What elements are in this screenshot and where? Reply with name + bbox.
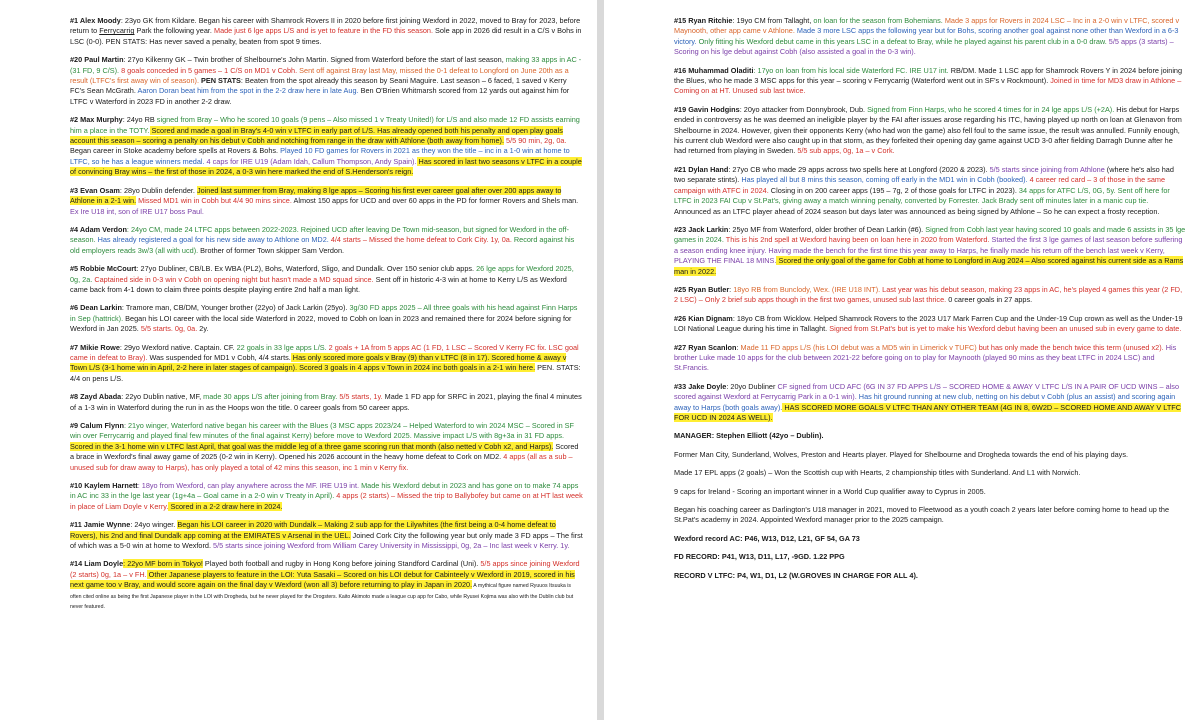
note-text: : 29yo Wexford native. Captain. CF. — [119, 342, 237, 352]
note-text: made 30 apps L/S after joining from Bray. — [203, 392, 338, 402]
note-text: 5/5 apps (3 starts) – Scoring on his lge debut against Cobh (also assisted a goal in the 0-3 win). — [674, 36, 1174, 57]
note-text: 5/5 sub apps, 0g, 1a – v Cork. — [797, 146, 895, 156]
note-text: : 18yo CB from Wicklow. Helped Shamrock Rovers to the 2023 U17 Mark Farren Cup and the Under-19 Cup crown as well as the Under-19 LOI National League during his time in Tallaght. — [674, 313, 1183, 334]
note-heading: PEN STATS — [199, 76, 241, 86]
note-paragraph — [70, 115, 583, 177]
note-paragraph — [674, 285, 1186, 306]
note-paragraph — [674, 105, 1186, 157]
note-heading: #21 Dylan Hand — [674, 164, 729, 174]
note-text: Ferrycarrig — [99, 26, 135, 36]
note-text: : 24yo RB — [122, 115, 157, 125]
note-paragraph — [70, 559, 583, 611]
note-paragraph — [70, 225, 583, 256]
note-text: Captained side in 0-3 win v Cobh on opening night but hasn't made a MD squad since. — [92, 274, 374, 284]
note-paragraph — [674, 468, 1186, 478]
note-paragraph — [674, 534, 1186, 544]
note-text: : 27yo CB who made 29 apps across two spells here at Longford (2020 & 2023). — [728, 164, 990, 174]
note-text: Last year was his debut season, making 23 apps in AC, he's played 4 games this year (2 FD, 2 LSC) – Only 2 brief sub apps though in the first two games, unused sub last thrice. — [674, 284, 1183, 305]
note-text: : 28yo Dublin defender. — [119, 185, 197, 195]
note-heading: #33 Jake Doyle — [674, 381, 727, 391]
note-text: Scored in a 2-2 draw here in 2024. — [168, 501, 283, 511]
note-text: : 20yo Dubliner — [726, 381, 778, 391]
note-text: Made 11 FD apps L/S (his LOI debut was a MD5 win in Limerick v TUFC) — [740, 342, 977, 352]
note-heading: #15 Ryan Ritchie — [674, 16, 733, 25]
note-paragraph — [674, 382, 1186, 424]
note-text: : Tramore man, CB/DM, Younger brother (22yo) of Jack Larkin (25yo). — [121, 303, 350, 313]
note-paragraph — [70, 481, 583, 512]
note-text: 18yo RB from Bunclody, Wex. (IRE U18 INT). — [733, 284, 881, 294]
document-page-left — [0, 0, 597, 720]
note-heading: #6 Dean Larkin — [70, 303, 122, 313]
note-text: 22 goals in 33 lge apps L/S. — [236, 342, 327, 352]
note-paragraph — [70, 343, 583, 385]
note-text: A mythical figure named Ryuuos Itsuuka is often cited online as being the first Japanese player in the LOI with Drogheda, but he never played for the Drogsters. Kaito Akimoto made a league cup app for Cabo, while Ryusei Kojima was also with the Dublin club but never featured. — [70, 583, 574, 611]
note-paragraph — [674, 505, 1186, 526]
note-heading: #4 Adam Verdon — [70, 224, 127, 234]
note-paragraph — [674, 431, 1186, 441]
note-heading: #1 Alex Moody — [70, 16, 121, 25]
note-text: 5/5 starts. 0g, 0a. — [140, 324, 198, 334]
note-text: RB/DM. Made 1 LSC app for Shamrock Rovers Y in 2024 before joining the Blues, who he made 3 MSC apps for this year – scoring v Ferrycarrig (Waterford went out in SF's v Rockmount). — [674, 65, 1183, 86]
note-text: His brother Luke made 10 apps for the club between 2021-22 before going on to play for Maynooth (played 90 mins as they beat LTFC in 2024 LSC) and St.Francis. — [674, 342, 1177, 373]
note-text: 4 career red card – 3 of those in the same campaign with ATFC in 2024. — [674, 175, 1166, 195]
note-text: 5/5 starts, 1y. — [337, 392, 383, 402]
note-text: : 17yo on loan from his local side Waterford FC. IRE U17 int. — [753, 65, 949, 75]
note-heading: #3 Evan Osam — [70, 185, 120, 195]
note-paragraph — [674, 450, 1186, 460]
note-text: CF signed from UCD AFC (6G IN 37 FD APPS L/S – SCORED HOME & AWAY V LTFC L/S IN A PAIR OF UCD WINS – also scored against Wexford at Ferrycarrig Park in a 0-1 win). — [674, 381, 1180, 402]
note-text: Other Japanese players to feature in the LOI: Yuta Sasaki – Scored on his LOI debut for Cabinteely v Wexford in 2019, scored in his next game too v Bray, and would score again on the final day v Wexford (won all 3) before returning to play in Japan in 2020. — [70, 569, 575, 590]
note-text: 9 caps for Ireland - Scoring an important winner in a World Cup qualifier away to Cyprus in 2005. — [674, 486, 986, 496]
note-text: Ex Ire U18 int, son of IRE U17 boss Paul. — [70, 206, 204, 216]
note-text: Has scored in last two seasons v LTFC in a couple of convincing Bray wins – the first of those in 2024, a 0-3 win here marked the end of S.Henderson's reign. — [70, 156, 582, 177]
note-text: 5/5 apps since joining Wexford (2 starts) 0g, 1a – v FH. — [70, 559, 580, 579]
note-text: Began his coaching career as Darlington's U18 manager in 2021, moved to Fleetwood as a youth coach 2 years later before coming home to head up the St.Pat's academy in 2024. Appointed Wexford manager prior to the 2025 campaign. — [674, 505, 1170, 525]
note-heading: MANAGER: Stephen Elliott (42yo – Dublin). — [674, 431, 824, 441]
note-paragraph — [70, 520, 583, 551]
note-text: 2y. — [197, 324, 209, 334]
note-text: Record against his old employers reads 3w/3 (all with ucd). — [70, 235, 575, 255]
note-text: Signed from Cobh last year having scored 10 goals and made 6 assists in 35 lge games in 2024. — [674, 224, 1186, 245]
note-heading: #10 Kaylem Harnett — [70, 481, 138, 491]
note-text: on loan for the season from Bohemians. — [813, 16, 943, 25]
note-text: 4 apps (all as a sub – unused sub for draw away to Harps), has only played a total of 42 mins this season, inc 1 min v Kerry fix. — [70, 452, 573, 472]
note-text: : 22yo Dublin native, MF, — [121, 392, 204, 402]
note-text: Aaron Doran beat him from the spot in the 2-2 draw here in late Aug. — [137, 86, 359, 96]
note-text: This is his 2nd spell at Wexford having been on loan here in 2020 from Waterford. — [723, 235, 990, 245]
note-paragraph — [674, 66, 1186, 97]
note-text: : 21yo winger, Waterford native began his career with the Blues (3 MSC apps 2023/24 – Helped Waterford to win 2024 MSC – Scored in SF win over Ferrycarrig and played final few minutes of the final against Kerry) before move to Wexford 2025. — [70, 421, 575, 441]
note-heading: #8 Zayd Abada — [70, 392, 122, 402]
note-text: Park the following year. — [134, 26, 214, 36]
note-text: Brother of former Town skipper Sam Verdon. — [198, 245, 345, 255]
note-text: Played both football and rugby in Hong Kong before joining Standford Cardinal (Uni). — [202, 559, 481, 569]
note-heading: #2 Max Murphy — [70, 115, 123, 125]
note-text: : 27yo Dubliner, CB/LB. Ex WBA (PL2), Bohs, Waterford, Sligo, and Dundalk. Over 150 senior club apps. — [136, 264, 477, 274]
note-text: but has only made the bench twice this term (unused x2). — [976, 342, 1164, 352]
note-text: 4/4 starts – Missed the home defeat to Cork City. 1y, 0a. — [328, 235, 512, 245]
note-paragraph — [674, 552, 1186, 562]
note-text: Almost 150 apps for UCD and over 60 apps in the PD for former Rovers and Shels man. — [291, 196, 579, 206]
note-text: Made 1 FD app for SRFC in 2021, playing the final 4 minutes of a 1-3 win in Waterford during the run in as the Hoops won the title. 0 career goals from 50 career apps. — [70, 392, 582, 412]
note-heading: #7 Mikie Rowe — [70, 342, 120, 352]
note-text: Began career in Stoke academy before spells at Rovers & Bohs. — [70, 146, 279, 156]
note-text: Sent off against Bray last May, missed the 0-1 defeat to Longford on June 20th as a result (LTFC's first away win of season). — [70, 65, 569, 86]
note-paragraph — [70, 16, 583, 47]
note-paragraph — [70, 421, 583, 473]
note-text: Sent off in historic 4-3 win at home to Kerry L/S as Wexford came back from 4-1 down to claim three points despite playing entire 2nd half a man light. — [70, 274, 567, 294]
note-paragraph — [674, 343, 1186, 374]
note-heading: #5 Robbie McCourt — [70, 264, 137, 274]
note-paragraph — [674, 314, 1186, 335]
note-text: Only fitting his Wexford debut came in this years LSC in a defeat to Bray, while he played against his parent club in a 0-0 draw. — [696, 36, 1107, 46]
note-text: Ben O'Brien Whitmarsh scored from 12 yards out against him for LTFC v Waterford in 2023 FD in another 2-2 draw. — [70, 86, 570, 106]
note-heading: #11 Jamie Wynne — [70, 520, 131, 530]
note-text: : 24yo CM, made 24 LTFC apps between 2022-2023. Rejoined UCD after leaving De Town mid-season, but signed for Wexford in the off-season. — [70, 224, 569, 245]
note-paragraph — [70, 186, 583, 217]
note-text: 4 apps (2 starts) – Missed the trip to Ballybofey but came on at HT last week in place of Liam Doyle v Kerry. — [70, 491, 583, 511]
note-text: 5/5 90 min, 2g, 0a. — [504, 136, 567, 146]
note-text: Scored in the 3-1 home win v LTFC last April, that goal was the middle leg of a three game scoring run that month (also netted v Cobh x2, and Harps). — [70, 441, 554, 451]
note-heading: #25 Ryan Butler — [674, 284, 730, 294]
note-text: PEN. STATS: 4/4 on pens L/S. — [70, 363, 581, 383]
note-heading: #23 Jack Larkin — [674, 224, 729, 234]
note-text: : 22yo MF born in Tokyo! — [123, 559, 203, 569]
note-text: : 25yo MF from Waterford, older brother of Dean Larkin (#6). — [728, 224, 926, 234]
note-text: Announced as an LTFC player ahead of 2024 season but days later was announced as being signed by Athlone – So he can expect a frosty reception. — [674, 206, 1160, 216]
note-heading: FD RECORD: P41, W13, D11, L17, -9GD. 1.22 PPG — [674, 552, 845, 562]
note-text: Has hit ground running at new club, netting on his debut v Cobh (plus an assist) and scoring again away to Harps (both goals away). — [674, 392, 1176, 412]
note-text: Former Man City, Sunderland, Wolves, Preston and Hearts player. Played for Shelbourne and Drogheda towards the end of his playing days. — [674, 449, 1129, 459]
note-text: Has already registered a goal for his new side away to Athlone on MD2. — [97, 235, 329, 245]
note-text: Has played all but 8 mins this season, coming off early in the MD1 win in Cobh (booked). — [741, 175, 1028, 185]
player-notes-list-right — [674, 16, 1186, 581]
note-text: : — [736, 342, 741, 352]
note-text: 5/5 starts since joining from Athlone — [989, 164, 1105, 174]
note-heading: #20 Paul Martin — [70, 55, 124, 65]
note-paragraph — [70, 303, 583, 334]
note-text: Has only scored more goals v Bray (9) than v LTFC (8 in 17). Scored home & away v Town L/S (3-1 home win in April, 2-2 here in later stages of campaign). Scored 3 goals in 4 apps v Town in 2024 inc both goals in a 2-1 win here. — [70, 352, 567, 373]
note-paragraph — [70, 392, 583, 413]
note-text: Scored the only goal of the game for Cobh at home to Longford in Aug 2024 – Also scored against his current side as a Rams man in 2022. — [674, 256, 1184, 276]
document-page-right — [604, 0, 1200, 720]
note-text: Played 10 FD games for Rovers in 2021 as they won the title – inc in a 1-0 win at home to LTFC, so he has a league winners medal. — [70, 146, 570, 166]
note-paragraph — [674, 571, 1186, 581]
note-text: making 33 apps in AC - (31 FD, 9 C/S). — [70, 55, 582, 75]
note-heading: #26 Kian Dignam — [674, 313, 733, 323]
note-text: 5/5 starts since joining Wexford from William Carey University in Mississippi, 0g, 2a – Inc last week v Kerry. 1y. — [213, 541, 570, 551]
note-text: His debut for Harps ended in controversy as he was deemed an ineligible player by the FAI after issues arose regarding his ITC, having played up north on loan at Glenavon from Shelbourne in 2024. However, given their opponents Kerry (who had won the game) also fell foul to the same issue, the result was annulled. Funnily enough, his current club Wexford were also caught up in that storm, as they forfeited their opening day game against UCD 3-0 after fielding Darragh Dunne after he had returned from playing in Sweden. — [674, 104, 1182, 156]
note-paragraph — [674, 165, 1186, 217]
note-text: Made his Wexford debut in 2023 and has gone on to make 74 apps in AC inc 33 in the lge last year (1g+4a – Goal came in a 2-0 win v Treaty in April). — [70, 481, 579, 501]
note-paragraph — [674, 225, 1186, 277]
note-text: Made 3 apps for Rovers in 2024 LSC – Inc in a 2-0 win v LTFC, scored v Maynooth, other app came v Athlone. — [674, 16, 1180, 36]
note-text: Joined in time for MD3 draw in Athlone – Coming on at HT. Unused sub last twice. — [674, 76, 1182, 96]
note-paragraph — [70, 55, 583, 107]
note-text: signed from Bray – Who he scored 10 goals (9 pens – Also missed 1 v Treaty United!) for L/S and also made 12 FD assists earning him a place in the TOTY. — [70, 115, 580, 135]
note-text: : 20yo attacker from Donnybrook, Dub. — [739, 104, 868, 114]
note-text: : 19yo CM from Tallaght, — [732, 16, 814, 25]
note-text: : — [729, 284, 734, 294]
note-text: 34 apps for ATFC L/S, 0G, 5y. Sent off here for LTFC in 2023 FAI Cup v St.Pat's, giving away a match winning penalty, converted by Forrester. Jack Brady sent off minutes later in a manic cup tie. — [674, 185, 1170, 206]
note-text: Joined last summer from Bray, making 8 lge apps – Scoring his first ever career goal after over 200 apps away to Athlone in a 2-1 win. — [70, 185, 562, 206]
note-text: 2 goals + 1A from 5 apps AC (1 FD, 1 LSC – Scored V Kerry FC fix. LSC goal came in defeat to Bray). — [70, 342, 579, 362]
player-notes-list-left — [70, 16, 583, 612]
note-heading: #19 Gavin Hodgins — [674, 104, 740, 114]
note-text: Started the first 3 lge games of last season before suffering a season ending knee injury. Having made the bench for the first time this year away to Harps, he finally made his return off the bench last week v Kerry, PLAYING THE FINAL 18 MINS. — [674, 235, 1183, 266]
note-paragraph — [674, 487, 1186, 497]
note-text: Began his LOI career in 2020 with Dundalk – Making 2 sub app for the Lilywhites (the first being a 0-4 home defeat to Rovers), his 2nd and final Dundalk app coming at the EMIRATES v Arsenal in the UEL. — [70, 520, 556, 540]
note-text: Was suspended for MD1 v Cobh, 4/4 starts. — [147, 352, 291, 362]
note-heading: #9 Calum Flynn — [70, 421, 124, 430]
note-text: Missed MD1 win in Cobh but 4/4 90 mins since. — [136, 196, 292, 206]
note-text: Closing in on 200 career apps (195 – 7g, 2 of those goals for LTFC in 2023). — [768, 185, 1019, 195]
note-text: : Beaten from the spot already this season by Seani Maguire. Last season – 6 faced, 1 saved v Kerry FC's Sean McGrath. — [70, 76, 567, 96]
note-paragraph — [70, 264, 583, 295]
note-text: (where he's also had two separate stints). — [674, 164, 1174, 185]
note-text: 8 goals conceded in 5 games – 1 C/S on MD1 v Cobh. — [119, 65, 298, 75]
note-text: : 23yo GK from Kildare. Began his career with Shamrock Rovers II in 2020 before first joining Wexford in 2022, moved to Bray for 2023, before return to — [70, 16, 581, 36]
note-text: Signed from St.Pat's but is yet to make his Wexford debut having been an unused sub in every game to date. — [829, 324, 1182, 334]
note-text: Made 3 more LSC apps the following year but for Bohs, scoring another goal against none other than Wexford in a 6-3 victory. — [674, 26, 1179, 46]
note-heading: #27 Ryan Scanlon — [674, 342, 737, 352]
note-text: Scored and made a goal in Bray's 4-0 win v LTFC in early part of L/S. Has already opened both his penalty and open play goals account this season – scoring a penalty on his debut v Cobh and notching from range in the draw with Athlone (both away from home). — [70, 125, 563, 146]
note-text: 0 career goals in 27 apps. — [946, 295, 1033, 305]
note-text: : 18yo from Wexford, can play anywhere across the MF. IRE U19 int. — [137, 481, 360, 491]
note-text: Signed from Finn Harps, who he scored 4 times for in 24 lge apps L/S (+2A). — [867, 104, 1115, 114]
note-text: : 24yo winger. — [130, 520, 178, 530]
note-text: Massive impact L/S with 8g+3a in 31 FD apps. — [413, 431, 565, 441]
note-text: : 27yo Kilkenny GK – Twin brother of Shelbourne's John Martin. Signed from Waterford before the start of last season, — [123, 55, 506, 65]
note-text: Made 17 EPL apps (2 goals) – Won the Scottish cup with Hearts, 2 championship titles with Sunderland. And L1 with Norwich. — [674, 468, 1081, 478]
note-text: 4 caps for IRE U19 (Adam Idah, Callum Thompson, Andy Spain). — [204, 156, 417, 166]
note-heading: #16 Muhammad Oladiti — [674, 65, 754, 75]
note-heading: RECORD V LTFC: P4, W1, D1, L2 (W.GROVES IN CHARGE FOR ALL 4). — [674, 570, 918, 580]
note-text: Made just 6 lge apps L/S and is yet to feature in the FD this season. — [213, 26, 434, 36]
note-text: Scored a brace in Wexford's final away game of 2025 (0-2 win in Kerry). Opened his 2026 account in the heavy home defeat to Cork on MD2. — [70, 441, 579, 462]
note-text: Joined Cork City the following year but only made 3 FD apps – The first of which was a 5-0 win at home to Wexford. — [70, 530, 583, 551]
note-text: 26 lge apps for Wexford 2025, 0g, 2a. — [70, 264, 574, 284]
note-heading: #14 Liam Doyle — [70, 559, 124, 569]
note-text: Began his LOI career with the local side Waterford in 2022, moved to Cobh on loan in 2023 and remained there for 2024 before signing for Wexford in Jan 2025. — [70, 313, 572, 334]
note-paragraph — [674, 16, 1186, 58]
note-text: HAS SCORED MORE GOALS V LTFC THAN ANY OTHER TEAM (4G IN 8, 6W2D – SCORED HOME AND AWAY V LTFC FOR UCD IN 2024 AS WELL). — [674, 402, 1181, 422]
note-text: Sole app in 2026 did result in a C/S v Bohs in LSC (0-0). PEN STATS: Has never saved a penalty, beaten from spot 9 times. — [70, 26, 582, 46]
note-heading: Wexford record AC: P46, W13, D12, L21, GF 54, GA 73 — [674, 533, 860, 543]
note-text: 3g/30 FD apps 2025 – All three goals with his head against Finn Harps in Sep (hattrick). — [70, 303, 578, 323]
